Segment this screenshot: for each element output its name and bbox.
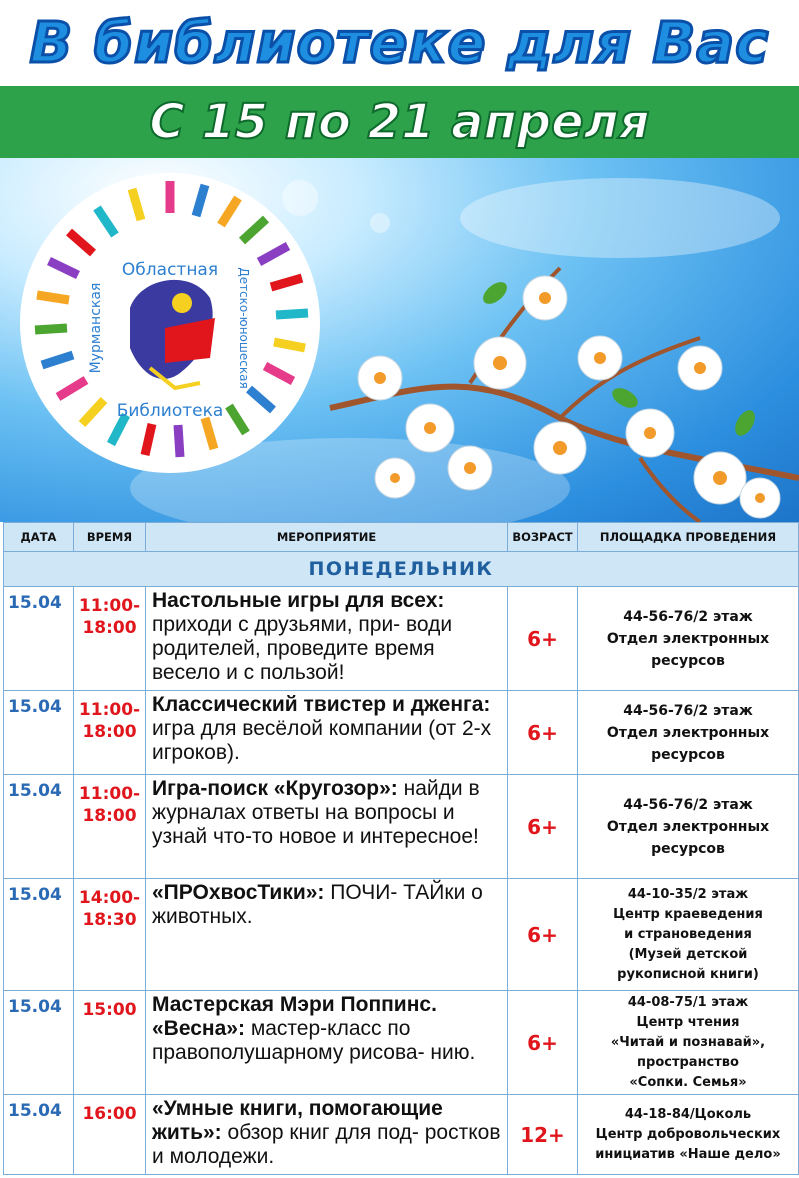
table-row xyxy=(4,587,799,691)
hero-image xyxy=(0,158,799,522)
row-place: 44-18-84/Цоколь Центр добровольческих инициатив «Наше дело» xyxy=(578,1095,799,1175)
row-date: 15.04 xyxy=(4,1095,74,1175)
logo-bottom: Библиотека xyxy=(116,401,224,421)
day-label: ПОНЕДЕЛЬНИК xyxy=(4,552,799,587)
row-date: 15.04 xyxy=(4,691,74,775)
row-event xyxy=(146,587,508,691)
day-row xyxy=(4,552,799,587)
row-place: 44-08-75/1 этаж Центр чтения «Читай и познавай», пространство «Сопки. Семья» xyxy=(578,991,799,1095)
row-event xyxy=(146,775,508,879)
logo-left: Мурманская xyxy=(88,282,104,374)
row-age: 6+ xyxy=(508,879,578,991)
row-place: 44-56-76/2 этаж Отдел электронных ресурсов xyxy=(578,775,799,879)
table-row xyxy=(4,691,799,775)
col-event: МЕРОПРИЯТИЕ xyxy=(146,523,508,552)
row-place: 44-56-76/2 этаж Отдел электронных ресурсов xyxy=(578,587,799,691)
row-event xyxy=(146,691,508,775)
row-place: 44-56-76/2 этаж Отдел электронных ресурсов xyxy=(578,691,799,775)
event-desc: ПОЧИ- ТАЙки о животных. xyxy=(152,881,483,928)
event-desc: мастер-класс по правополушарному рисова- нию. xyxy=(152,1017,476,1064)
spring-illustration xyxy=(0,158,799,522)
date-range: С 15 по 21 апреля xyxy=(149,94,650,150)
event-desc: приходи с друзьями, при- води родителей, проведите время весело и с пользой! xyxy=(152,613,453,684)
table-row xyxy=(4,1095,799,1175)
row-age: 6+ xyxy=(508,587,578,691)
date-banner xyxy=(0,86,799,158)
table-row xyxy=(4,991,799,1095)
row-time: 11:00- 18:00 xyxy=(74,691,146,775)
schedule-table xyxy=(3,522,799,1175)
row-event xyxy=(146,991,508,1095)
row-age: 12+ xyxy=(508,1095,578,1175)
event-desc: найди в журналах ответы на вопросы и узнай что-то новое и интересное! xyxy=(152,777,480,848)
event-title: Игра-поиск «Кругозор»: xyxy=(152,777,398,800)
row-time: 11:00- 18:00 xyxy=(74,775,146,879)
table-row xyxy=(4,879,799,991)
page-title: В библиотеке для Вас xyxy=(29,10,770,76)
event-title: Настольные игры для всех: xyxy=(152,589,445,612)
logo-right: Детско-юношеская xyxy=(237,267,251,389)
event-desc: обзор книг для под- ростков и молодежи. xyxy=(152,1121,501,1168)
row-time: 14:00- 18:30 xyxy=(74,879,146,991)
logo-line1: Областная xyxy=(121,260,219,280)
row-date: 15.04 xyxy=(4,775,74,879)
col-place: ПЛОЩАДКА ПРОВЕДЕНИЯ xyxy=(578,523,799,552)
col-date: ДАТА xyxy=(4,523,74,552)
event-title: Классический твистер и дженга: xyxy=(152,693,491,716)
row-time: 16:00 xyxy=(74,1095,146,1175)
col-time: ВРЕМЯ xyxy=(74,523,146,552)
table-header xyxy=(4,523,799,552)
row-date: 15.04 xyxy=(4,587,74,691)
event-title: «ПРОхвосТики»: xyxy=(152,881,325,904)
row-event xyxy=(146,879,508,991)
row-age: 6+ xyxy=(508,775,578,879)
row-date: 15.04 xyxy=(4,879,74,991)
col-age: ВОЗРАСТ xyxy=(508,523,578,552)
row-date: 15.04 xyxy=(4,991,74,1095)
event-title: «Умные книги, помогающие жить»: xyxy=(152,1097,443,1144)
library-logo xyxy=(20,173,320,473)
row-age: 6+ xyxy=(508,991,578,1095)
row-event xyxy=(146,1095,508,1175)
table-row xyxy=(4,775,799,879)
event-title: Мастерская Мэри Поппинс. «Весна»: xyxy=(152,993,437,1040)
row-place: 44-10-35/2 этаж Центр краеведения и страноведения (Музей детской рукописной книги) xyxy=(578,879,799,991)
event-desc: игра для весёлой компании (от 2-х игроков). xyxy=(152,717,492,764)
row-time: 11:00- 18:00 xyxy=(74,587,146,691)
row-time: 15:00 xyxy=(74,991,146,1095)
row-age: 6+ xyxy=(508,691,578,775)
